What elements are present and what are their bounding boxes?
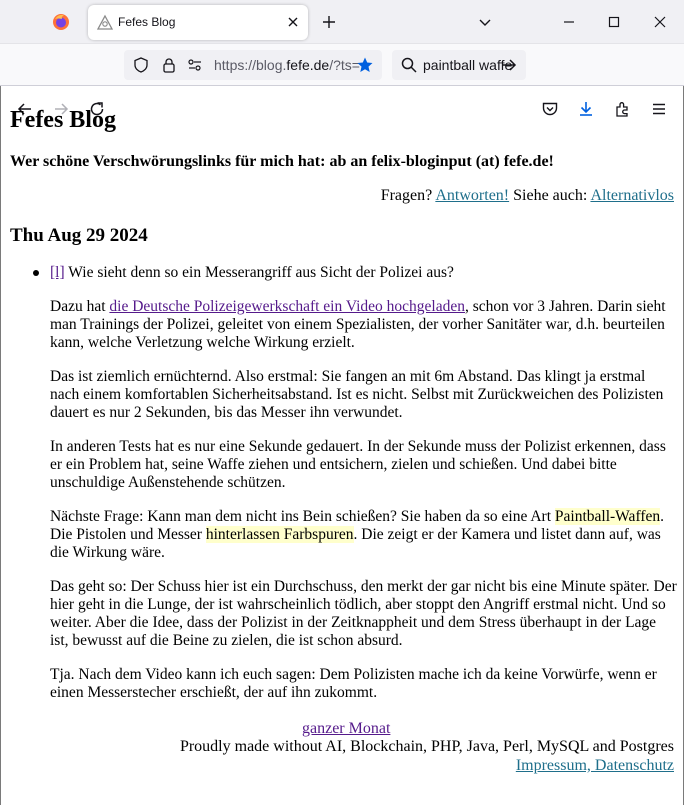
p4-text-b: . Die Pistolen und Messer	[50, 508, 664, 543]
p4-text-c: . Die zeigt er der Kamera und listet dann auf, was die Wirkung wäre.	[50, 526, 661, 561]
blog-title: Fefes Blog	[10, 107, 116, 133]
url-host: fefe.de	[286, 57, 330, 73]
p1-text-before: Dazu hat	[50, 298, 106, 315]
list-all-tabs-chevron-down-icon[interactable]	[476, 13, 494, 31]
new-tab-icon[interactable]	[320, 13, 338, 31]
tab-bar	[0, 0, 684, 44]
search-bar[interactable]	[392, 50, 526, 80]
post-paragraph-2: Das ist ziemlich ernüchternd. Also erstmal: Sie fangen an mit 6m Abstand. Das klingt ja erstmal nach einem komfortablen Sicherheitsabstand. Ist es nicht. Selbst mit Zurückweichen des Polizisten dauert es nur 2 Sekunden, bis das Messer ihn verwundet.	[50, 368, 664, 421]
site-favicon-icon	[96, 14, 114, 32]
search-highlight-paintball: Paintball-Waffen	[554, 508, 661, 525]
lock-icon[interactable]	[160, 56, 178, 74]
search-go-arrow-icon[interactable]	[500, 56, 518, 74]
post-paragraph-3: In anderen Tests hat es nur eine Sekunde gedauert. In der Sekunde muss der Polizist erkennen, dass er ein Problem hat, seine Waffe ziehen und entsichern, zielen und schießen. Und dabei bitte unschuldige Außenstehende schützen.	[50, 438, 666, 491]
tracking-protection-shield-icon[interactable]	[132, 56, 150, 74]
p1-text-after: , schon vor 3 Jahren. Darin sieht man Trainings der Polizei, geleitet von einem Spezialisten, der vorher Sanitäter war, d.h. beurteilen kann, welche Verletzung welche Wirkung erzielt.	[50, 298, 666, 351]
alternativlos-link[interactable]: Alternativlos	[590, 187, 674, 204]
address-bar[interactable]	[124, 50, 382, 80]
blog-post	[50, 264, 677, 718]
maximize-icon[interactable]	[605, 13, 623, 31]
p4-text-a: Nächste Frage: Kann man dem nicht ins Bein schießen? Sie haben da so eine Art	[50, 508, 552, 525]
tab-fefes-blog[interactable]	[88, 5, 308, 40]
tab-title: Fefes Blog	[118, 15, 176, 29]
post-date: Thu Aug 29 2024	[10, 225, 148, 246]
ganzer-monat-link[interactable]: ganzer Monat	[302, 720, 391, 737]
page-content	[0, 86, 684, 805]
post-question-paragraph	[50, 264, 677, 282]
post-paragraph-4	[50, 508, 677, 562]
post-paragraph-1	[50, 298, 677, 352]
bookmark-star-icon[interactable]	[356, 56, 374, 74]
footer	[180, 737, 674, 775]
post-question: Wie sieht denn so ein Messerangriff aus Sicht der Polizei aus?	[68, 264, 454, 281]
search-input[interactable]: paintball waffe	[423, 57, 513, 73]
video-link[interactable]: die Deutsche Polizeigewerkschaft ein Video hochgeladen	[109, 298, 465, 315]
permalink-link[interactable]: [l]	[50, 264, 65, 281]
post-paragraph-6: Tja. Nach dem Video kann ich euch sagen: Dem Polizisten mache ich da keine Vorwürfe, wenn er einen Messerstecher erschießt, der auf ihn zukommt.	[50, 666, 657, 701]
window-close-icon[interactable]	[651, 13, 669, 31]
search-icon	[400, 56, 418, 74]
url-prefix: https://blog.	[214, 57, 287, 73]
impressum-link[interactable]: Impressum, Datenschutz	[515, 757, 674, 774]
post-paragraph-5: Das geht so: Der Schuss hier ist ein Durchschuss, den merkt der gar nicht bis eine Minute später. Der hier geht in die Lunge, der ist wahrscheinlich tödlich, aber stoppt den Angriff erstmal nicht. Und so weiter. Aber die Idee, dass der Polizist in der Zeitknappheit und dem Stress überhaupt in der Lage ist, bewusst auf die Beine zu zielen, die ist schon absurd.	[50, 578, 677, 649]
top-nav	[381, 186, 674, 206]
url-text[interactable]	[214, 56, 360, 74]
tagline: Wer schöne Verschwörungslinks für mich hat: ab an felix-bloginput (at) fefe.de!	[10, 153, 554, 170]
nav-toolbar	[0, 44, 684, 86]
fragen-text: Fragen?	[380, 187, 433, 204]
close-tab-icon[interactable]	[284, 13, 302, 31]
url-suffix: /?ts=	[329, 57, 360, 73]
minimize-icon[interactable]	[560, 13, 578, 31]
permissions-icon[interactable]	[186, 56, 204, 74]
footer-text: Proudly made without AI, Blockchain, PHP, Java, Perl, MySQL and Postgres	[179, 738, 674, 755]
list-bullet	[33, 270, 39, 276]
siehe-auch-text: Siehe auch:	[513, 187, 588, 204]
search-highlight-farbspuren: hinterlassen Farbspuren	[205, 526, 354, 543]
antworten-link[interactable]: Antworten!	[435, 187, 510, 204]
firefox-icon[interactable]	[52, 13, 70, 31]
